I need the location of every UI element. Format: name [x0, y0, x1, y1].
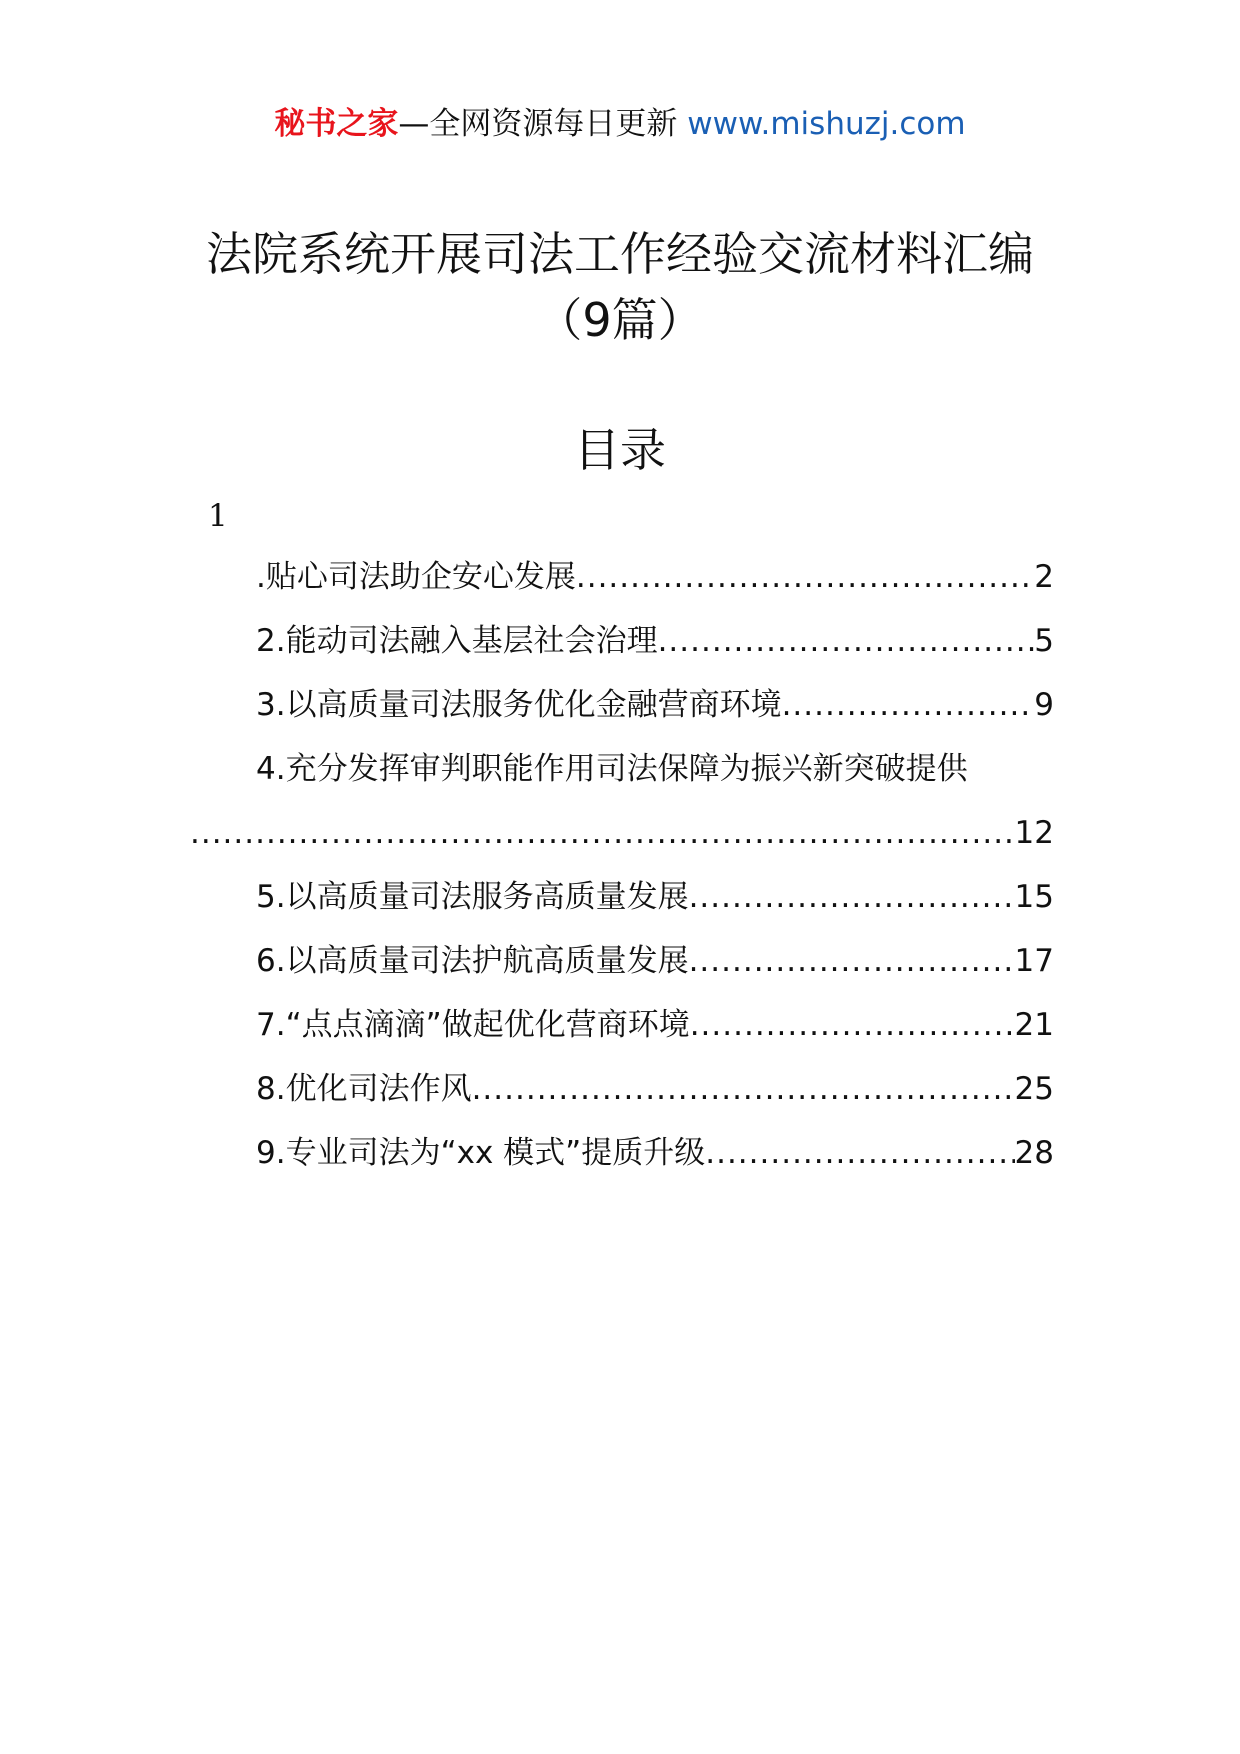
- toc-leader-dots: [705, 1130, 1014, 1176]
- toc-page-number: 17: [1014, 943, 1054, 979]
- toc-entry-8[interactable]: [256, 1066, 1054, 1112]
- toc-heading: 目录: [574, 423, 666, 477]
- toc-leader-dots: [658, 618, 1035, 664]
- toc-leader-dots: [472, 1066, 1015, 1112]
- document-subtitle: （9篇）: [536, 293, 704, 347]
- toc-leader-dots: [576, 554, 1034, 600]
- site-header: [0, 102, 1240, 146]
- toc-leader-dots: [689, 938, 1015, 984]
- toc-entry-1[interactable]: [256, 554, 1054, 600]
- toc-page-number: 21: [1014, 1007, 1054, 1043]
- toc-entry-5[interactable]: [256, 874, 1054, 920]
- toc-entry-4-label[interactable]: 4.充分发挥审判职能作用司法保障为振兴新突破提供: [256, 751, 968, 787]
- toc-leader-dots: [782, 682, 1035, 728]
- header-slogan: —全网资源每日更新: [398, 106, 678, 142]
- site-url-link[interactable]: www.mishuzj.com: [687, 106, 966, 142]
- toc-entry-label: .贴心司法助企安心发展: [256, 559, 576, 595]
- toc-entry-label: 8.优化司法作风: [256, 1071, 472, 1107]
- toc-page-number: 28: [1014, 1135, 1054, 1171]
- document-title: 法院系统开展司法工作经验交流材料汇编: [206, 227, 1034, 281]
- toc-entry-label: 7.“点点滴滴”做起优化营商环境: [256, 1007, 690, 1043]
- toc-leader-dots: [690, 1002, 1015, 1048]
- toc-entry-label: 5.以高质量司法服务高质量发展: [256, 879, 689, 915]
- toc-entry-6[interactable]: [256, 938, 1054, 984]
- toc-page-number: 5: [1034, 623, 1054, 659]
- toc-page-number: 2: [1034, 559, 1054, 595]
- toc-page-number: 15: [1014, 879, 1054, 915]
- toc-leader-dots: [689, 874, 1015, 920]
- toc-leader-dots: [190, 810, 1015, 856]
- toc-page-number: 12: [1014, 815, 1054, 851]
- toc-entry-4-continuation[interactable]: [190, 810, 1054, 856]
- toc-entry-7[interactable]: [256, 1002, 1054, 1048]
- brand-name: 秘书之家: [274, 106, 399, 142]
- toc-entry-3[interactable]: [256, 682, 1054, 728]
- toc-page-number: 9: [1034, 687, 1054, 723]
- toc-entry-2[interactable]: [256, 618, 1054, 664]
- toc-entry-label: 6.以高质量司法护航高质量发展: [256, 943, 689, 979]
- toc-entry-label: 3.以高质量司法服务优化金融营商环境: [256, 687, 782, 723]
- toc-entry-label: 9.专业司法为“xx 模式”提质升级: [256, 1135, 706, 1171]
- toc-page-number: 25: [1014, 1071, 1054, 1107]
- toc-entry-9[interactable]: [256, 1130, 1054, 1176]
- toc-stray-number: 1: [208, 498, 228, 534]
- toc-entry-label: 2.能动司法融入基层社会治理: [256, 623, 658, 659]
